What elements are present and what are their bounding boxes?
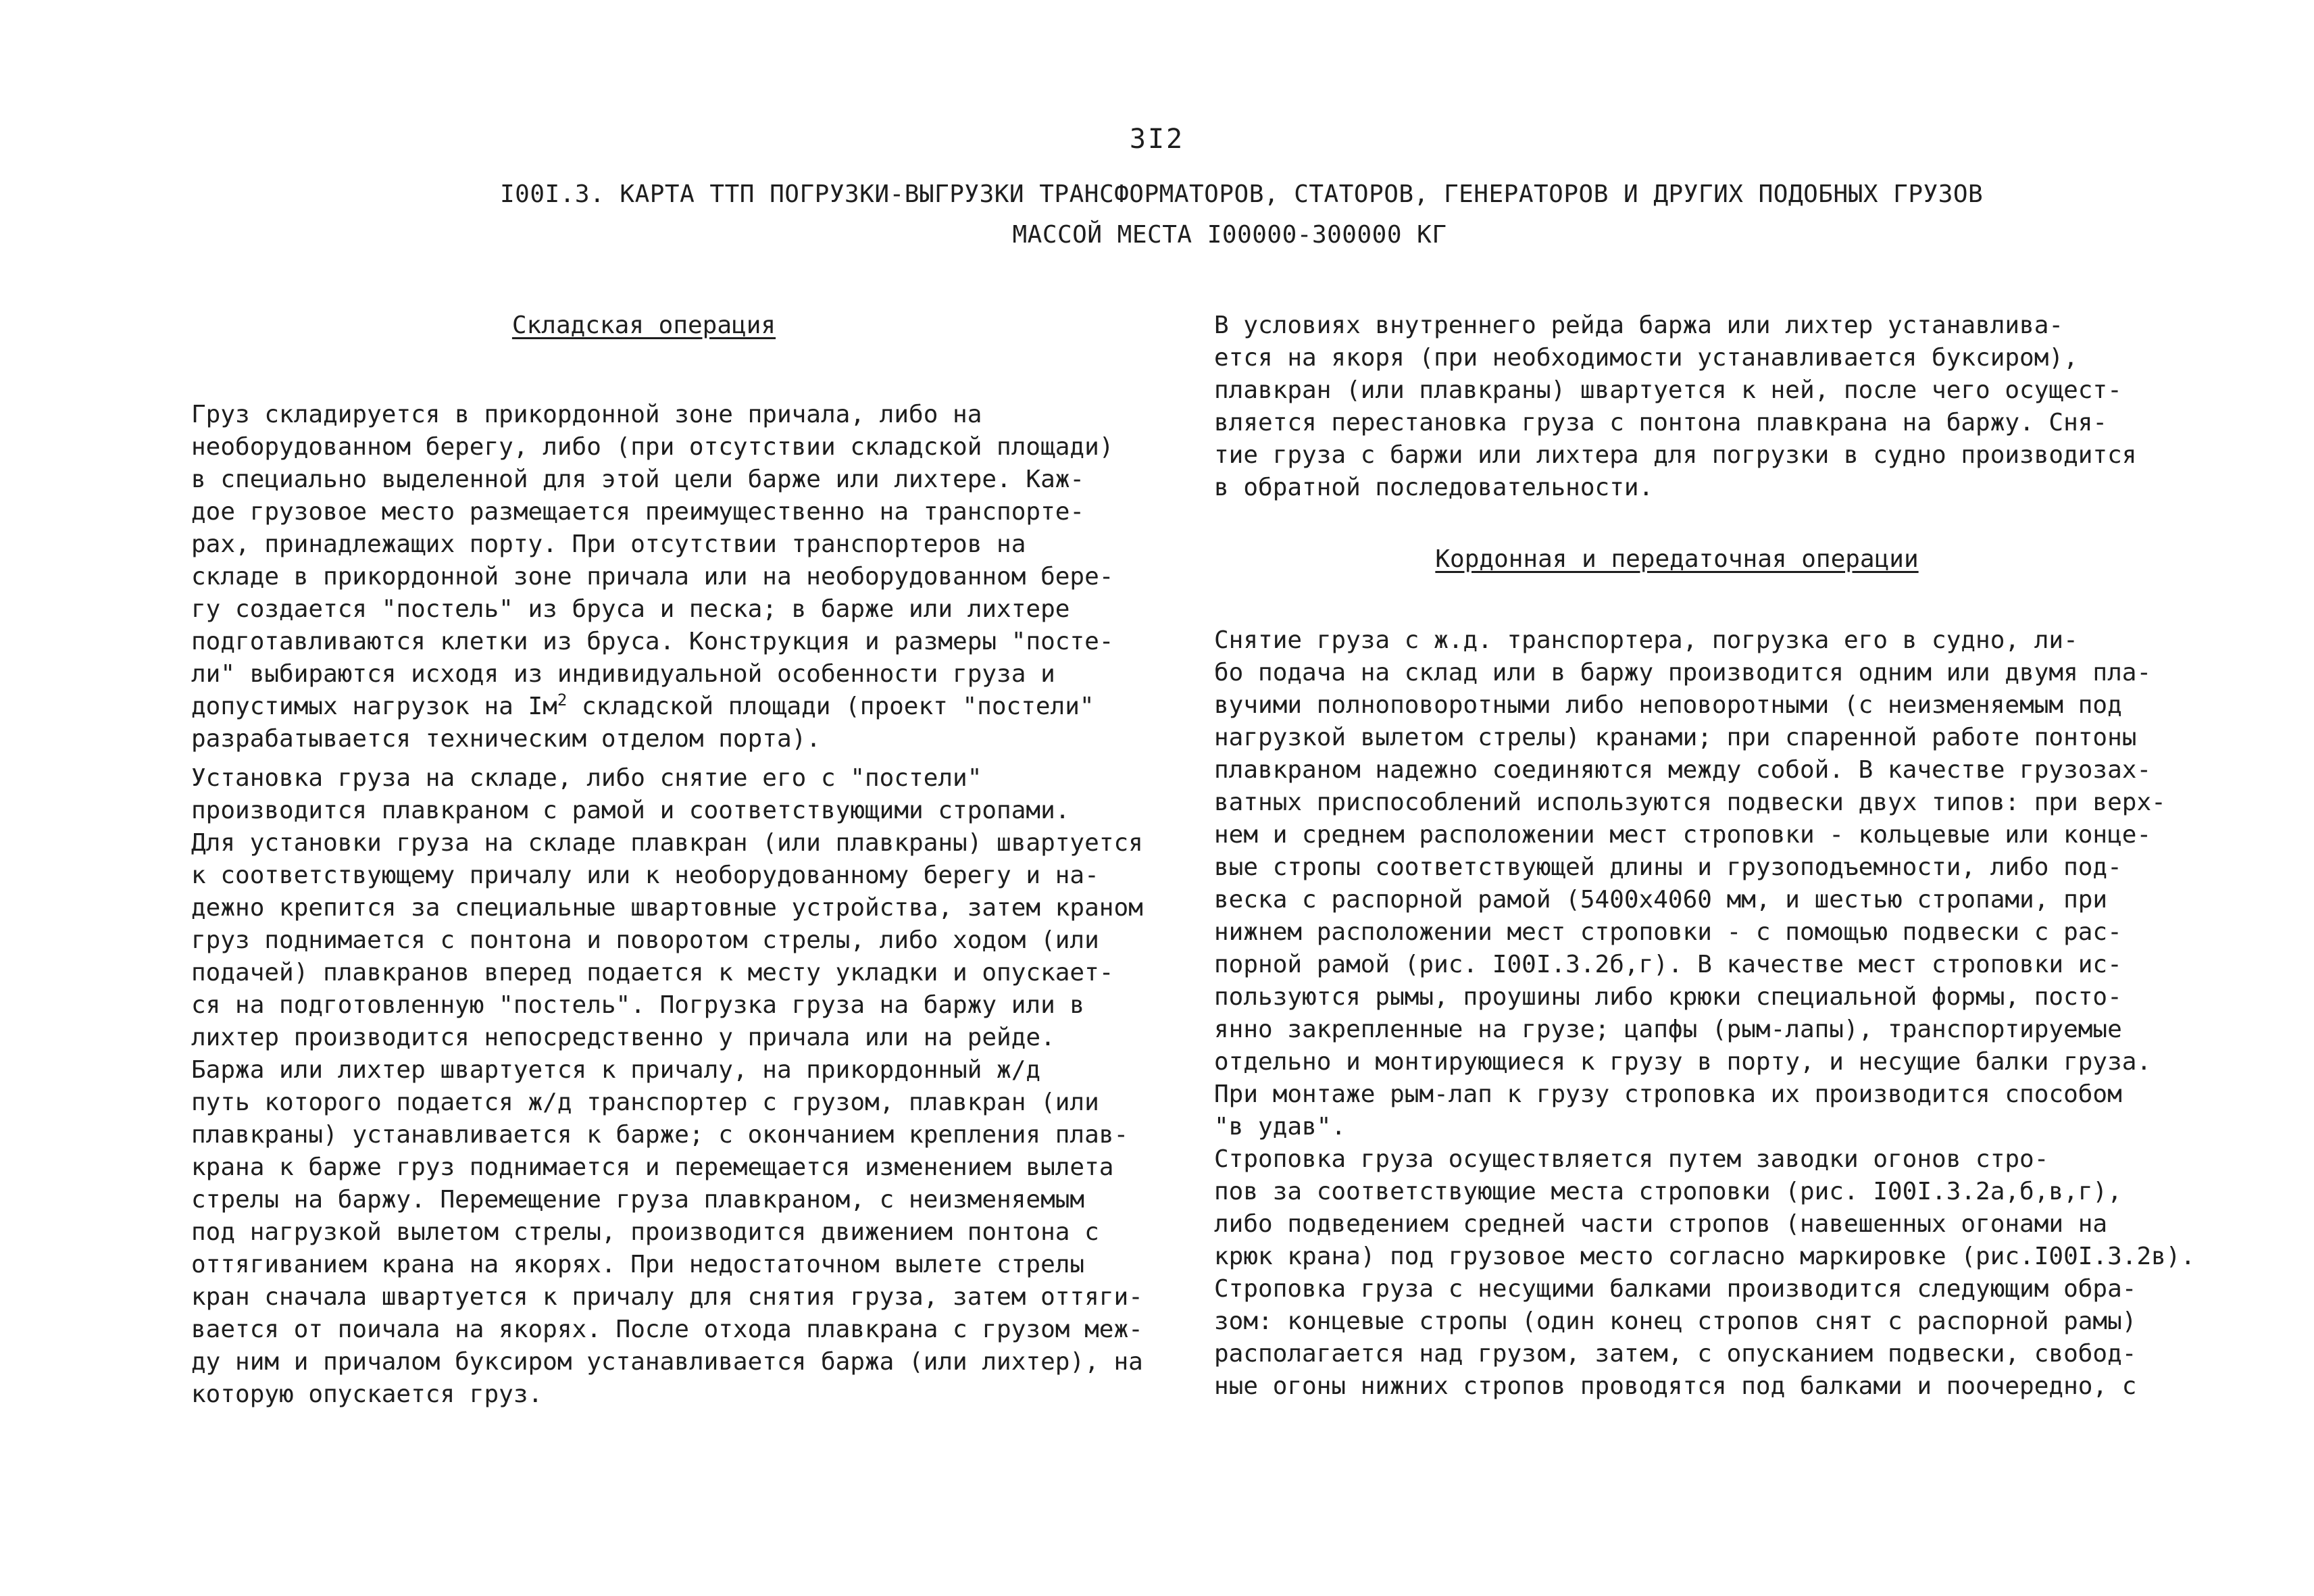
text-line: к соответствующему причалу или к необорудованному берегу и на- — [191, 862, 1099, 889]
text-line: Строповка груза с несущими балками производится следующим обра- — [1214, 1275, 2137, 1303]
text-line: дежно крепится за специальные швартовные устройства, затем краном — [191, 894, 1143, 922]
text-line: В условиях внутреннего рейда баржа или лихтер устанавлива- — [1214, 311, 2064, 339]
text-line: кран сначала швартуется к причалу для снятия груза, затем оттяги- — [191, 1283, 1143, 1311]
text-line: складе в прикордонной зоне причала или на необорудованном бере- — [191, 563, 1114, 591]
paragraph — [191, 399, 1114, 755]
left-column — [191, 309, 1143, 1411]
text-line: производится плавкраном с рамой и соответствующими стропами. — [191, 797, 1070, 824]
text-line: нагрузкой вылетом стрелы) кранами; при спаренной работе понтоны — [1214, 724, 2137, 751]
text-line: плавкраны) устанавливается к барже; с окончанием крепления плав- — [191, 1121, 1129, 1149]
text-line: разрабатывается техническим отделом порта). — [191, 725, 821, 753]
paragraph — [1214, 624, 2166, 1143]
text-line: зом: концевые стропы (один конец стропов снят с распорной рамы) — [1214, 1307, 2137, 1335]
text-line: ные огоны нижних стропов проводятся под балками и поочередно, с — [1214, 1372, 2137, 1400]
section-heading-storage: Складская операция — [511, 311, 776, 339]
text-line: плавкран (или плавкраны) швартуется к ней, после чего осущест- — [1214, 376, 2122, 404]
text-line: тие груза с баржи или лихтера для погрузки в судно производится — [1214, 441, 2137, 469]
text-line: Для установки груза на складе плавкран (или плавкраны) швартуется — [191, 829, 1143, 857]
text-line: пов за соответствующие места строповки (рис. I00I.3.2а,б,в,г), — [1214, 1178, 2122, 1205]
text-line: Снятие груза с ж.д. транспортера, погрузка его в судно, ли- — [1214, 626, 2078, 654]
text-line: ется на якоря (при необходимости устанавливается буксиром), — [1214, 344, 2078, 372]
text-line: вучими полноповоротными либо неповоротными (с неизменяемым под — [1214, 691, 2122, 719]
text-line: ду ним и причалом буксиром устанавливается баржа (или лихтер), на — [191, 1348, 1143, 1376]
text-fragment: допустимых нагрузок на Iм — [191, 693, 557, 720]
text-line: крана к барже груз поднимается и перемещается изменением вылета — [191, 1153, 1114, 1181]
text-line: подготавливаются клетки из бруса. Конструкция и размеры "посте- — [191, 628, 1114, 655]
text-line: гу создается "постель" из бруса и песка; в барже или лихтере — [191, 595, 1070, 623]
text-line: пользуются рымы, проушины либо крюки специальной формы, посто- — [1214, 983, 2122, 1011]
text-line: которую опускается груз. — [191, 1380, 543, 1408]
text-line: "в удав". — [1214, 1113, 1347, 1141]
document-title — [500, 174, 1984, 255]
paragraph — [191, 762, 1143, 1054]
text-line: путь которого подается ж/д транспортер с грузом, плавкран (или — [191, 1089, 1099, 1116]
text-line: располагается над грузом, затем, с опусканием подвески, свобод- — [1214, 1340, 2137, 1368]
paragraph — [191, 1054, 1143, 1411]
text-line: порной рамой (рис. I00I.3.2б,г). В качестве мест строповки ис- — [1214, 951, 2122, 978]
paragraph — [1214, 309, 2140, 504]
right-column — [1214, 309, 2196, 1403]
text-line: в специально выделенной для этой цели барже или лихтере. Каж- — [191, 466, 1085, 493]
text-line: Груз складируется в прикордонной зоне причала, либо на — [191, 401, 982, 428]
text-line: янно закрепленные на грузе; цапфы (рым-лапы), транспортируемые — [1214, 1016, 2122, 1043]
text-line: бо подача на склад или в баржу производится одним или двумя пла- — [1214, 659, 2152, 687]
text-line: нем и среднем расположении мест строповки - кольцевые или конце- — [1214, 821, 2152, 849]
text-line: ся на подготовленную "постель". Погрузка груза на баржу или в — [191, 991, 1085, 1019]
page-number: 3I2 — [1129, 124, 1185, 155]
text-line: вается от поичала на якорях. После отхода плавкрана с грузом меж- — [191, 1316, 1143, 1343]
text-line: Строповка груза осуществляется путем заводки огонов стро- — [1214, 1145, 2049, 1173]
text-line: либо подведением средней части стропов (навешенных огонами на — [1214, 1210, 2108, 1238]
text-line: рах, принадлежащих порту. При отсутствии транспортеров на — [191, 530, 1026, 558]
title-line-2: МАССОЙ МЕСТА I00000-300000 КГ — [1012, 221, 1447, 249]
text-line: стрелы на баржу. Перемещение груза плавкраном, с неизменяемым — [191, 1186, 1085, 1214]
text-line: лихтер производится непосредственно у причала или на рейде. — [191, 1024, 1055, 1051]
text-line: необорудованном берегу, либо (при отсутствии складской площади) — [191, 433, 1114, 461]
text-line: в обратной последовательности. — [1214, 474, 1654, 501]
text-line: Баржа или лихтер швартуется к причалу, на прикордонный ж/д — [191, 1056, 1041, 1084]
text-fragment: складской площади (проект "постели" — [567, 693, 1095, 720]
title-line-1: I00I.3. КАРТА ТТП ПОГРУЗКИ-ВЫГРУЗКИ ТРАНСФОРМАТОРОВ, СТАТОРОВ, ГЕНЕРАТОРОВ И ДРУГИХ ПОДОБНЫХ ГРУЗОВ — [500, 180, 1984, 208]
section-heading-cordon: Кордонная и передаточная операции — [1435, 545, 1919, 573]
text-line: веска с распорной рамой (5400х4060 мм, и шестью стропами, при — [1214, 886, 2108, 914]
text-line: ли" выбираются исходя из индивидуальной особенности груза и — [191, 660, 1055, 688]
text-line: Установка груза на складе, либо снятие его с "постели" — [191, 764, 982, 792]
text-line: вые стропы соответствующей длины и грузоподъемности, либо под- — [1214, 853, 2122, 881]
superscript: 2 — [557, 691, 568, 709]
text-line: груз поднимается с понтона и поворотом стрелы, либо ходом (или — [191, 926, 1099, 954]
text-line: оттягиванием крана на якорях. При недостаточном вылете стрелы — [191, 1251, 1085, 1278]
text-line — [191, 691, 1097, 723]
paragraph — [1214, 1143, 2196, 1403]
text-line: плавкраном надежно соединяются между собой. В качестве грузозах- — [1214, 756, 2152, 784]
text-line: крюк крана) под грузовое место согласно маркировке (рис.I00I.3.2в). — [1214, 1243, 2196, 1270]
text-line: под нагрузкой вылетом стрелы, производится движением понтона с — [191, 1218, 1099, 1246]
text-line: ватных приспособлений используются подвески двух типов: при верх- — [1214, 789, 2166, 816]
text-line: вляется перестановка груза с понтона плавкрана на баржу. Сня- — [1214, 409, 2108, 437]
text-line: дое грузовое место размещается преимущественно на транспорте- — [191, 498, 1085, 526]
text-line: подачей) плавкранов вперед подается к месту укладки и опускает- — [191, 959, 1114, 987]
text-line: нижнем расположении мест строповки - с помощью подвески с рас- — [1214, 918, 2122, 946]
text-line: При монтаже рым-лап к грузу строповка их производится способом — [1214, 1080, 2122, 1108]
text-line: отдельно и монтирующиеся к грузу в порту, и несущие балки груза. — [1214, 1048, 2152, 1076]
